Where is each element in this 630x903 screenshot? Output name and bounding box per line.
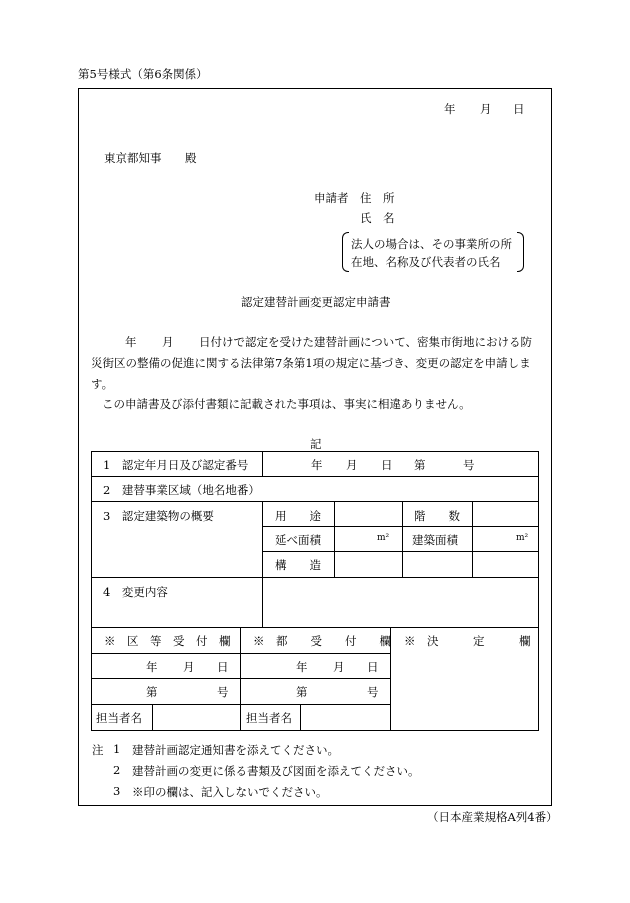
total-area-label: 延べ面積 bbox=[275, 533, 321, 547]
ward-month: 月 bbox=[183, 660, 195, 674]
date-month-label: 月 bbox=[480, 102, 492, 116]
corporate-note-line1: 法人の場合は、その事業所の所 bbox=[351, 237, 512, 251]
ward-go: 号 bbox=[217, 685, 229, 699]
document-title: 認定建替計画変更認定申請書 bbox=[241, 295, 391, 309]
floors-label: 階 数 bbox=[414, 509, 460, 523]
addressee-honorific: 殿 bbox=[185, 151, 197, 165]
metro-year: 年 bbox=[296, 660, 308, 674]
note-1-text: 建替計画認定通知書を添えてください。 bbox=[132, 743, 339, 757]
note-2-number: 2 bbox=[113, 763, 121, 777]
ward-person-label: 担当者名 bbox=[96, 711, 142, 725]
use-label: 用 途 bbox=[275, 509, 321, 523]
notes-prefix: 注 bbox=[92, 743, 104, 757]
row1-go: 号 bbox=[463, 458, 475, 472]
row4-label: 4 変更内容 bbox=[103, 585, 168, 599]
body-year: 年 bbox=[125, 335, 137, 349]
body-line3: す。 bbox=[91, 377, 114, 391]
body-line2: 災街区の整備の促進に関する法律第7条第1項の規定に基づき、変更の認定を申請しま bbox=[91, 356, 531, 370]
structure-label: 構 造 bbox=[275, 558, 321, 572]
metro-dai: 第 bbox=[296, 685, 308, 699]
metro-person-label: 担当者名 bbox=[246, 711, 292, 725]
note-3-text: ※印の欄は、記入しないでください。 bbox=[132, 785, 328, 799]
building-area-unit: m² bbox=[516, 533, 529, 543]
ki-label: 記 bbox=[310, 437, 322, 451]
name-label: 氏 名 bbox=[360, 211, 395, 225]
note-2-text: 建替計画の変更に係る書類及び図面を添えてください。 bbox=[132, 764, 420, 778]
ward-receipt-header: ※ 区 等 受 付 欄 bbox=[104, 634, 231, 648]
form-number: 第5号様式（第6条関係） bbox=[78, 67, 208, 81]
addressee-name: 東京都知事 bbox=[104, 151, 162, 165]
address-label: 住 所 bbox=[360, 191, 395, 205]
metro-month: 月 bbox=[333, 660, 345, 674]
metro-day: 日 bbox=[367, 660, 379, 674]
body-line4: この申請書及び添付書類に記載された事項は、事実に相違ありません。 bbox=[102, 397, 471, 411]
row1-label: 1 認定年月日及び認定番号 bbox=[103, 458, 249, 472]
row1-day: 日 bbox=[381, 458, 393, 472]
ward-year: 年 bbox=[146, 660, 158, 674]
note-1-number: 1 bbox=[113, 742, 121, 756]
row1-year: 年 bbox=[311, 458, 323, 472]
row3-label: 3 認定建築物の概要 bbox=[103, 509, 214, 523]
building-area-label: 建築面積 bbox=[412, 533, 458, 547]
decision-header: ※ 決 定 欄 bbox=[404, 634, 531, 648]
body-line1: 日付けで認定を受けた建替計画について、密集市街地における防 bbox=[199, 335, 533, 349]
date-day-label: 日 bbox=[513, 102, 525, 116]
ward-day: 日 bbox=[217, 660, 229, 674]
note-3-number: 3 bbox=[113, 784, 121, 798]
applicant-label: 申請者 bbox=[314, 191, 349, 205]
paper-size-note: （日本産業規格A列4番） bbox=[427, 810, 558, 824]
row1-dai: 第 bbox=[414, 458, 426, 472]
metro-receipt-header: ※ 都 受 付 欄 bbox=[253, 634, 391, 648]
body-month: 月 bbox=[162, 335, 174, 349]
corporate-note-line2: 在地、名称及び代表者の氏名 bbox=[351, 255, 501, 269]
row2-label: 2 建替事業区域（地名地番） bbox=[103, 483, 260, 497]
row1-month: 月 bbox=[346, 458, 358, 472]
metro-go: 号 bbox=[367, 685, 379, 699]
total-area-unit: m² bbox=[377, 533, 390, 543]
ward-dai: 第 bbox=[146, 685, 158, 699]
date-year-label: 年 bbox=[444, 102, 456, 116]
